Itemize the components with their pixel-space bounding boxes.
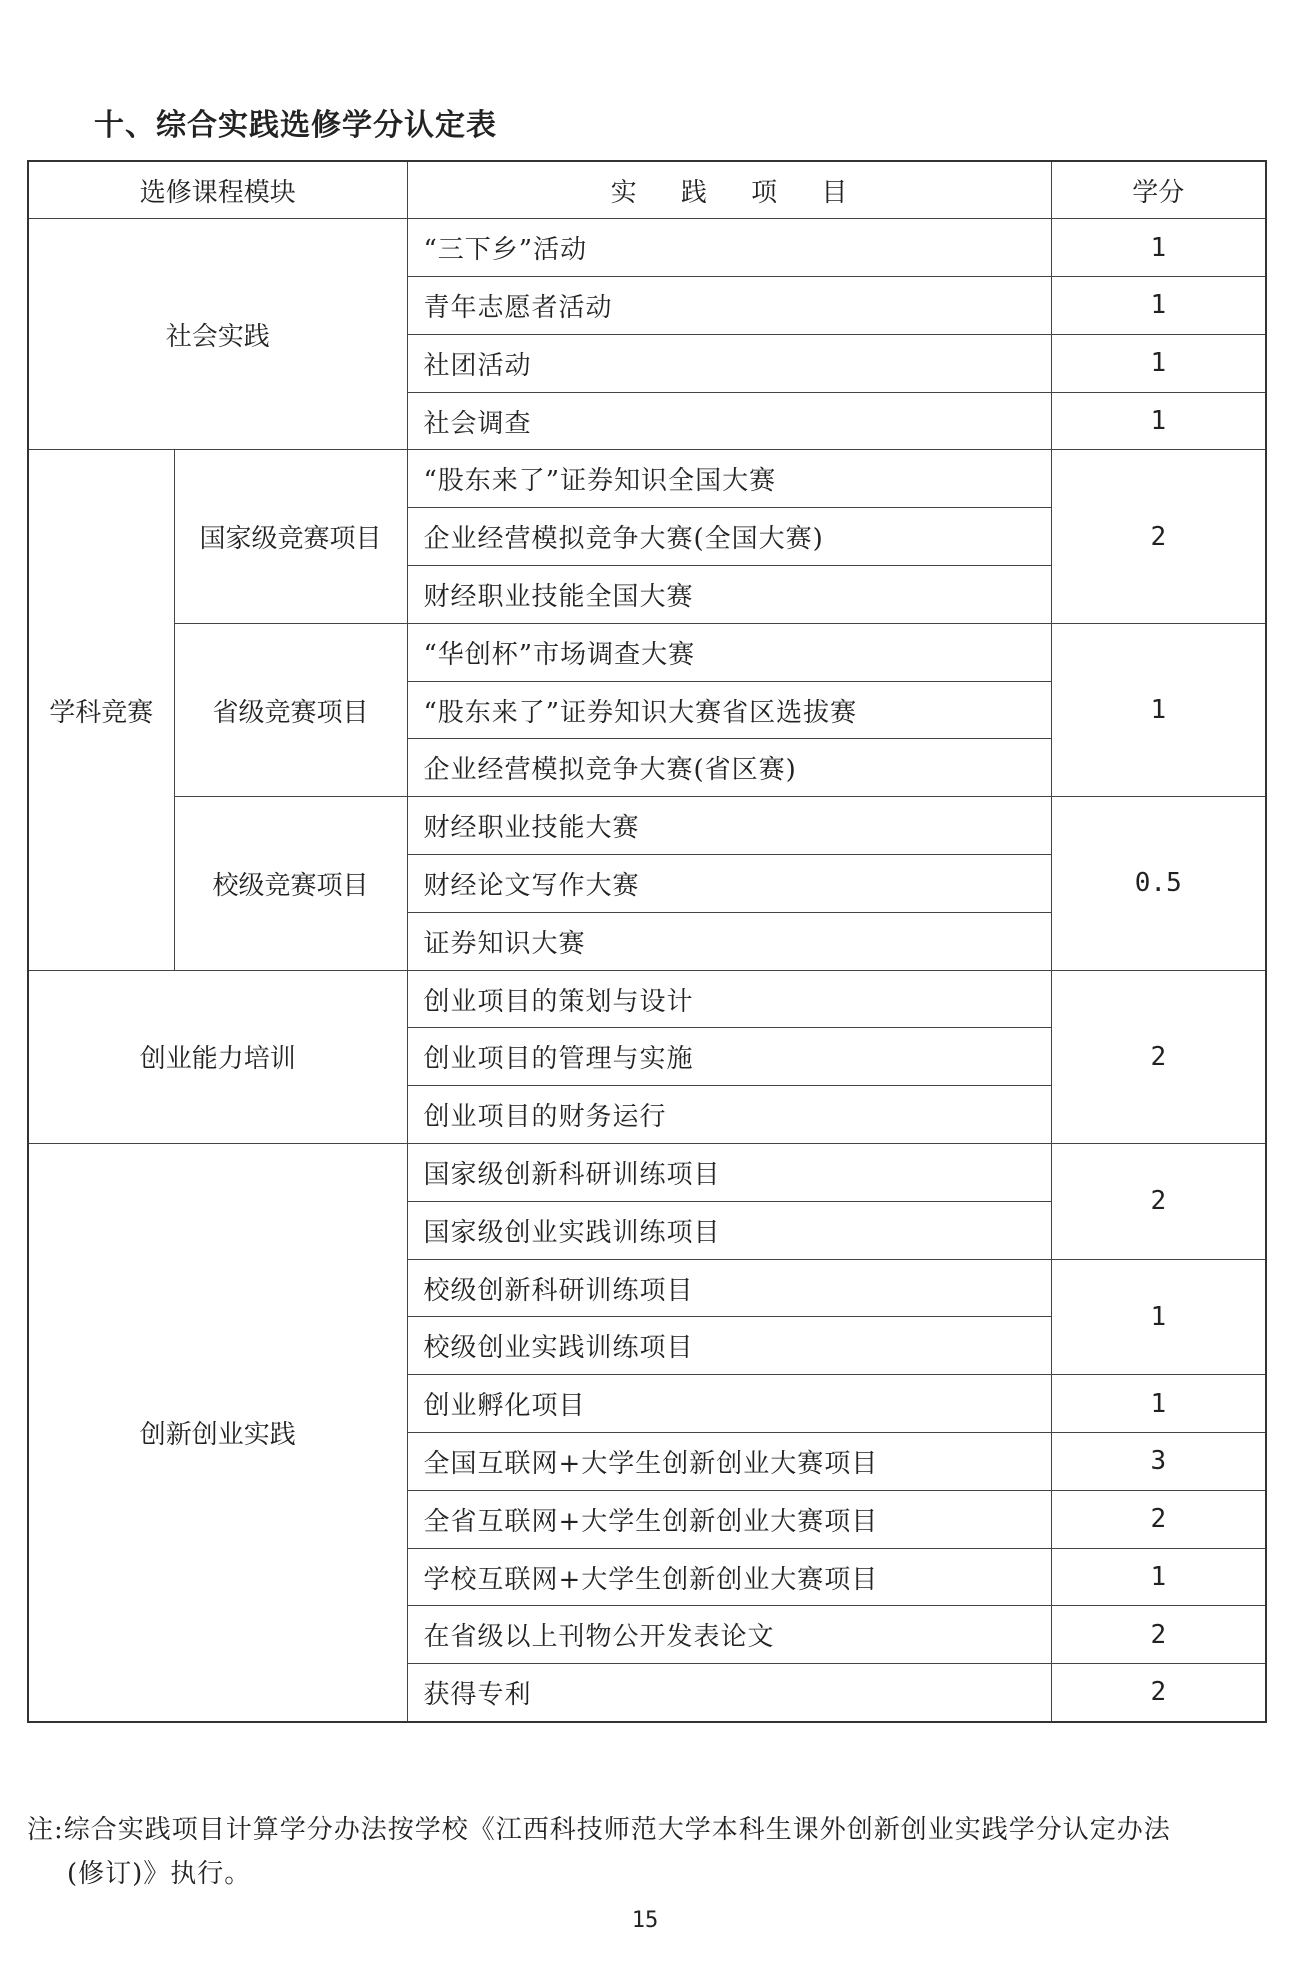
- project-cell: 学校互联网+大学生创新创业大赛项目: [407, 1548, 1051, 1606]
- project-cell: 创业孵化项目: [407, 1375, 1051, 1433]
- credit-cell: 1: [1051, 1375, 1266, 1433]
- credit-cell: 2: [1051, 970, 1266, 1143]
- module-entrepreneurship-training: 创业能力培训: [28, 970, 407, 1143]
- page-title: 十、综合实践选修学分认定表: [94, 108, 497, 143]
- table-row: [28, 623, 1266, 681]
- project-cell: 国家级创新科研训练项目: [407, 1144, 1051, 1202]
- header-credit: 学分: [1051, 161, 1266, 219]
- project-cell: “三下乡”活动: [407, 219, 1051, 277]
- table-row: [28, 797, 1266, 855]
- module-innovation-practice: 创新创业实践: [28, 1144, 407, 1722]
- header-module: 选修课程模块: [28, 161, 407, 219]
- submodule-school: 校级竞赛项目: [174, 797, 407, 970]
- credit-cell: 1: [1051, 334, 1266, 392]
- submodule-provincial: 省级竞赛项目: [174, 623, 407, 796]
- credit-cell: 1: [1051, 1548, 1266, 1606]
- credit-cell: 3: [1051, 1433, 1266, 1491]
- footnote-line-1: 注:综合实践项目计算学分办法按学校《江西科技师范大学本科生课外创新创业实践学分认定办法: [27, 1815, 1171, 1845]
- project-cell: 获得专利: [407, 1664, 1051, 1722]
- credit-cell: 2: [1051, 450, 1266, 623]
- credit-cell: 1: [1051, 623, 1266, 796]
- project-cell: 青年志愿者活动: [407, 277, 1051, 335]
- credit-cell: 0.5: [1051, 797, 1266, 970]
- submodule-national: 国家级竞赛项目: [174, 450, 407, 623]
- page-number: 15: [631, 1908, 659, 1933]
- project-cell: 企业经营模拟竞争大赛(全国大赛): [407, 508, 1051, 566]
- table-row: [28, 1144, 1266, 1202]
- table-row: [28, 450, 1266, 508]
- footnote-line-2: (修订)》执行。: [67, 1859, 252, 1889]
- project-cell: 财经论文写作大赛: [407, 855, 1051, 913]
- credit-cell: 2: [1051, 1490, 1266, 1548]
- table-row: [28, 219, 1266, 277]
- project-cell: 创业项目的策划与设计: [407, 970, 1051, 1028]
- credit-cell: 2: [1051, 1664, 1266, 1722]
- credit-cell: 1: [1051, 277, 1266, 335]
- project-cell: 在省级以上刊物公开发表论文: [407, 1606, 1051, 1664]
- project-cell: 财经职业技能大赛: [407, 797, 1051, 855]
- project-cell: “股东来了”证券知识全国大赛: [407, 450, 1051, 508]
- credit-cell: 1: [1051, 219, 1266, 277]
- project-cell: “华创杯”市场调查大赛: [407, 623, 1051, 681]
- project-cell: 校级创新科研训练项目: [407, 1259, 1051, 1317]
- project-cell: “股东来了”证券知识大赛省区选拔赛: [407, 681, 1051, 739]
- project-cell: 财经职业技能全国大赛: [407, 566, 1051, 624]
- module-social-practice: 社会实践: [28, 219, 407, 450]
- project-cell: 校级创业实践训练项目: [407, 1317, 1051, 1375]
- project-cell: 全省互联网+大学生创新创业大赛项目: [407, 1490, 1051, 1548]
- project-cell: 社团活动: [407, 334, 1051, 392]
- credit-cell: 1: [1051, 392, 1266, 450]
- module-subject-competition: 学科竞赛: [28, 450, 174, 970]
- footnote: [27, 1808, 1267, 1896]
- table-header-row: [28, 161, 1266, 219]
- credit-cell: 2: [1051, 1606, 1266, 1664]
- project-cell: 国家级创业实践训练项目: [407, 1201, 1051, 1259]
- project-cell: 全国互联网+大学生创新创业大赛项目: [407, 1433, 1051, 1491]
- project-cell: 企业经营模拟竞争大赛(省区赛): [407, 739, 1051, 797]
- credit-cell: 2: [1051, 1144, 1266, 1260]
- project-cell: 证券知识大赛: [407, 912, 1051, 970]
- project-cell: 创业项目的管理与实施: [407, 1028, 1051, 1086]
- table-row: [28, 970, 1266, 1028]
- credit-cell: 1: [1051, 1259, 1266, 1375]
- credit-table: [27, 160, 1267, 1723]
- project-cell: 社会调查: [407, 392, 1051, 450]
- project-cell: 创业项目的财务运行: [407, 1086, 1051, 1144]
- header-project: 实 践 项 目: [407, 161, 1051, 219]
